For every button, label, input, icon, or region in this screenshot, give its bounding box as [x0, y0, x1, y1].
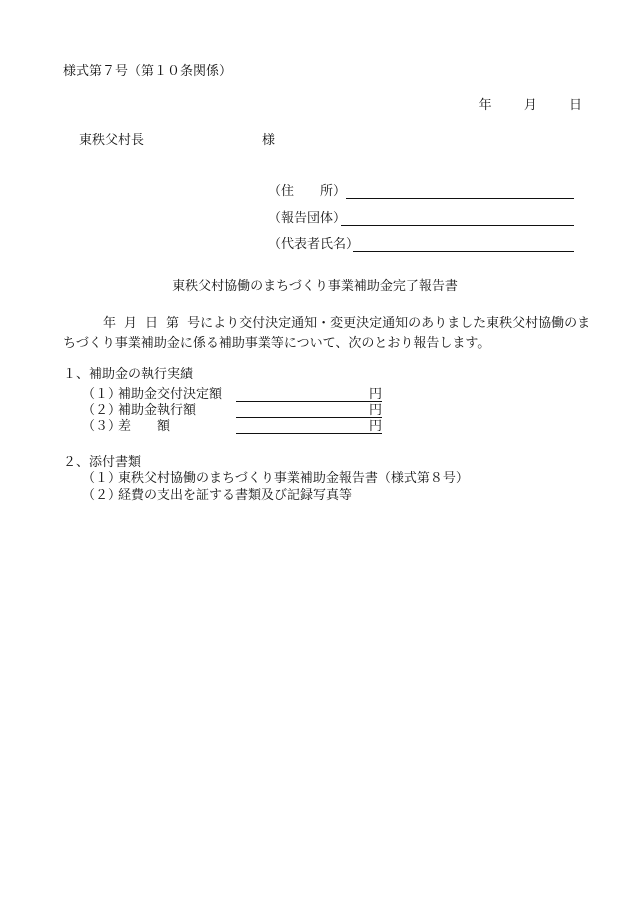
body-year: 年: [103, 316, 117, 331]
yen-unit: 円: [369, 387, 383, 402]
representative-label: （代表者氏名）: [268, 237, 360, 252]
recipient-name: 東秩父村長: [79, 133, 145, 148]
executed-amount-field[interactable]: [236, 417, 382, 418]
date-month: 月: [523, 98, 537, 113]
date-day: 日: [568, 98, 582, 113]
section1-item-num: （２）: [82, 403, 122, 418]
body-month: 月: [124, 316, 138, 331]
body-day: 日: [145, 316, 159, 331]
decision-amount-field[interactable]: [236, 401, 382, 402]
representative-field[interactable]: [353, 251, 574, 252]
form-number: 様式第７号（第１０条関係）: [63, 64, 233, 79]
section2-item-num: （２）: [82, 488, 122, 503]
section1-heading: １、補助金の執行実績: [63, 367, 194, 382]
section1-item-label: 補助金交付決定額: [118, 387, 223, 402]
yen-unit: 円: [369, 403, 383, 418]
address-label: （住 所）: [268, 184, 347, 199]
section1-item-num: （３）: [82, 419, 122, 434]
section1-item-label: 補助金執行額: [118, 403, 197, 418]
section1-item-label: 差 額: [118, 419, 171, 434]
date-line: [479, 98, 582, 114]
organization-label: （報告団体）: [268, 211, 347, 226]
document-title: 東秩父村協働のまちづくり事業補助金完了報告書: [172, 279, 458, 294]
body-text: 号により交付決定通知・変更決定通知のありました東秩父村協働のまちづくり事業補助金に係る補助事業等について、次のとおり報告します。: [63, 316, 591, 351]
organization-field[interactable]: [341, 225, 574, 226]
yen-unit: 円: [369, 419, 383, 434]
section1-item-num: （１）: [82, 387, 122, 402]
body-paragraph: [63, 314, 593, 354]
section2-item-num: （１）: [82, 471, 122, 486]
attachment-item: 東秩父村協働のまちづくり事業補助金報告書（様式第８号）: [118, 471, 469, 486]
body-no-prefix: 第: [166, 316, 180, 331]
address-field[interactable]: [346, 198, 574, 199]
date-year: 年: [478, 98, 492, 113]
section2-heading: ２、添付書類: [63, 455, 142, 470]
difference-amount-field[interactable]: [236, 433, 382, 434]
attachment-item: 経費の支出を証する書類及び記録写真等: [118, 488, 353, 503]
recipient-honorific: 様: [262, 133, 276, 148]
